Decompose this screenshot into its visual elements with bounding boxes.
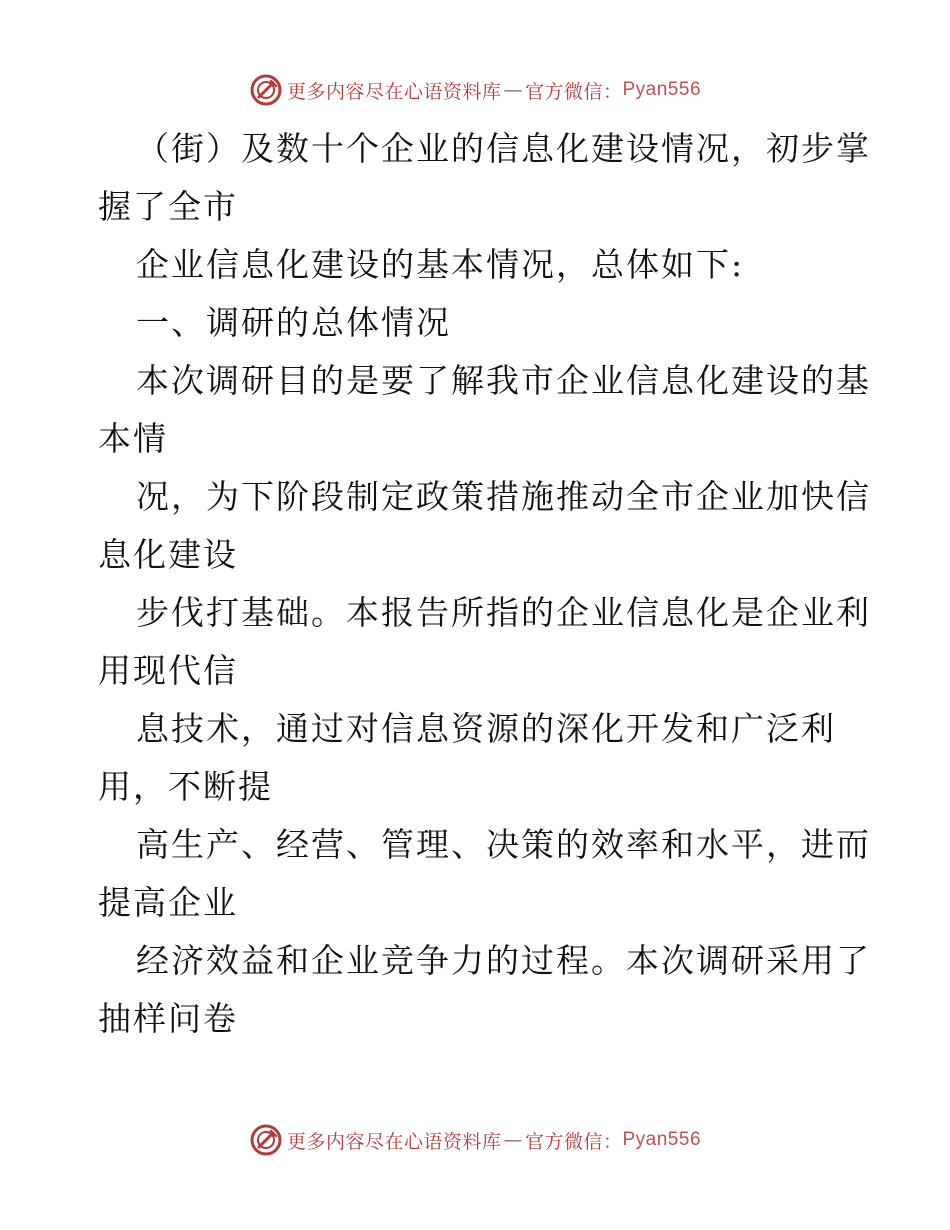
watermark-text: 更多内容尽在心语资料库 xyxy=(286,1130,502,1153)
watermark-id: Pyan556 xyxy=(622,1129,702,1150)
watermark-separator: — xyxy=(503,1129,523,1151)
watermark-label: 官方微信： xyxy=(524,1130,623,1153)
section-heading: 一、调研的总体情况 xyxy=(136,303,451,342)
paragraph-line: 提高企业 xyxy=(98,883,238,922)
paragraph xyxy=(98,700,858,816)
paragraph-line: 高生产、经营、管理、决策的效率和水平，进而 xyxy=(136,825,871,864)
paragraph-line: 况，为下阶段制定政策措施推动全市企业加快信 xyxy=(136,477,871,516)
watermark-text: 更多内容尽在心语资料库 xyxy=(286,80,502,103)
paragraph xyxy=(98,120,871,236)
watermark-label: 官方微信： xyxy=(524,80,623,103)
paragraph-line: 抽样问卷 xyxy=(98,999,238,1038)
paragraph-line: （街）及数十个企业的信息化建设情况，初步掌 xyxy=(136,129,871,168)
document-body xyxy=(98,120,871,1048)
watermark-id: Pyan556 xyxy=(622,79,702,100)
paragraph xyxy=(98,816,871,932)
paragraph-line: 经济效益和企业竞争力的过程。本次调研采用了 xyxy=(136,941,871,980)
paragraph xyxy=(98,584,871,700)
stamp-logo-icon xyxy=(249,73,283,107)
header-watermark xyxy=(0,70,950,110)
paragraph xyxy=(98,294,858,352)
paragraph-line: 息技术，通过对信息资源的深化开发和广泛利 xyxy=(136,709,836,748)
watermark-separator: — xyxy=(503,79,523,101)
paragraph-line: 步伐打基础。本报告所指的企业信息化是企业利 xyxy=(136,593,871,632)
stamp-logo-icon xyxy=(249,1123,283,1157)
paragraph xyxy=(98,236,858,294)
paragraph-line: 息化建设 xyxy=(98,535,238,574)
paragraph-line: 用现代信 xyxy=(98,651,238,690)
paragraph xyxy=(98,352,871,468)
paragraph-line: 握了全市 xyxy=(98,187,238,226)
paragraph-line: 用，不断提 xyxy=(98,767,273,806)
paragraph xyxy=(98,932,871,1048)
paragraph-line: 本次调研目的是要了解我市企业信息化建设的基 xyxy=(136,361,871,400)
paragraph-line: 企业信息化建设的基本情况，总体如下: xyxy=(136,245,745,284)
paragraph-line: 本情 xyxy=(98,419,168,458)
footer-watermark xyxy=(0,1120,950,1160)
paragraph xyxy=(98,468,871,584)
